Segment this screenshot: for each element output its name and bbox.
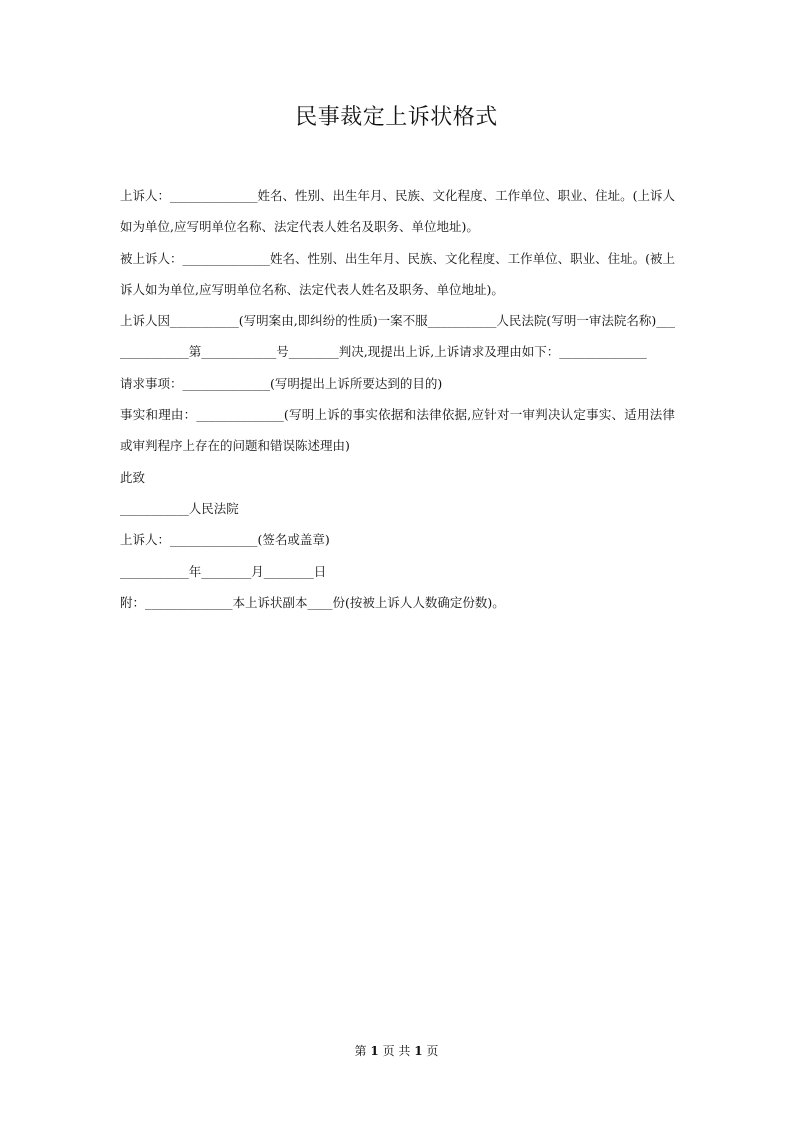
paragraph-salutation: 此致 (120, 469, 146, 485)
footer-mid: 页 共 (382, 1044, 411, 1058)
page-footer (0, 1042, 793, 1059)
paragraph-facts-and-reasons: 事实和理由：______________(写明上诉的事实依据和法律依据,应针对一审判决认定事实、适用法律或审判程序上存在的问题和错误陈述理由) (120, 407, 675, 454)
paragraph-request-items: 请求事项：______________(写明提出上诉所要达到的目的) (120, 375, 443, 391)
document-body (120, 180, 675, 618)
paragraph-signature: 上诉人：______________(签名或盖章) (120, 532, 330, 548)
paragraph-court: ___________人民法院 (120, 500, 239, 516)
document-title: 民事裁定上诉状格式 (295, 105, 498, 130)
footer-current-page: 1 (370, 1044, 379, 1058)
footer-prefix: 第 (354, 1044, 367, 1058)
footer-suffix: 页 (426, 1044, 439, 1058)
paragraph-appeal-reason: 上诉人因___________(写明案由,即纠纷的性质)一案不服___________人民法院(写明一审法院名称)______________第____________号________判决,现提出上诉,上诉请求及理由如下：______________ (120, 313, 675, 360)
paragraph-appellee: 被上诉人：______________姓名、性别、出生年月、民族、文化程度、工作单位、职业、住址。(被上诉人如为单位,应写明单位名称、法定代表人姓名及职务、单位地址)。 (120, 250, 675, 297)
paragraph-attachment: 附：______________本上诉状副本____份(按被上诉人人数确定份数)。 (120, 594, 505, 610)
footer-total-pages: 1 (414, 1044, 423, 1058)
paragraph-date: ___________年________月________日 (120, 563, 327, 579)
paragraph-appellant: 上诉人：______________姓名、性别、出生年月、民族、文化程度、工作单位、职业、住址。(上诉人如为单位,应写明单位名称、法定代表人姓名及职务、单位地址)。 (120, 188, 675, 235)
